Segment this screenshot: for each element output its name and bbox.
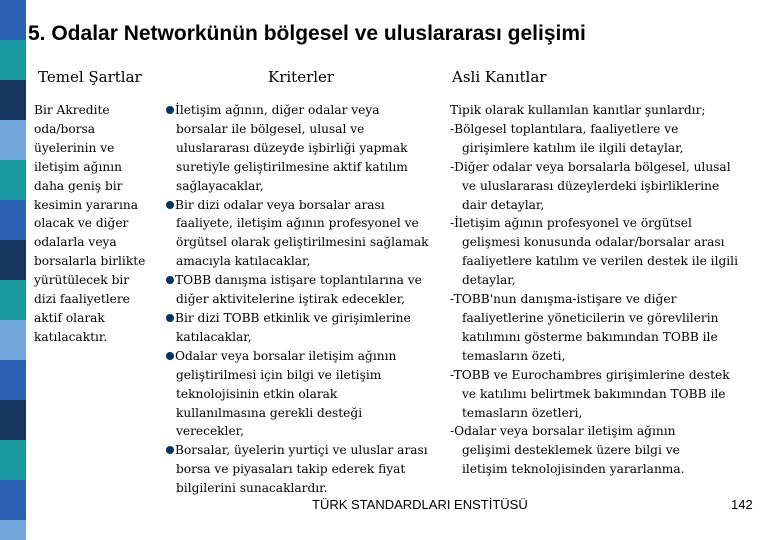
text-line: teknolojisinin etkin olarak <box>176 386 338 401</box>
text-line: Tipik olarak kullanılan kanıtlar şunlardır; <box>450 103 706 117</box>
text-line: -İletişim ağının profesyonel ve örgütsel <box>450 216 692 231</box>
text-line: suretiyle geliştirilmesine aktif katılım <box>176 159 408 174</box>
bullet-text: Bir dizi odalar veya borsalar arası <box>175 197 385 212</box>
text-line: amacıyla katılacaklar, <box>176 254 311 269</box>
text-line: ve uluslararası düzeylerdeki işbirliklerine <box>462 178 720 193</box>
text-line: aktif olarak <box>34 310 105 325</box>
bullet-line <box>166 101 448 120</box>
text-line: verecekler, <box>176 424 245 439</box>
text-line: dair detaylar, <box>462 197 545 212</box>
bullet-line <box>166 309 448 328</box>
text-line: geliştirilmesi için bilgi ve iletişim <box>176 367 382 382</box>
text-line: kesimin yararına <box>34 197 139 212</box>
text-line: faaliyetlere katılım ve verilen destek ile ilgili <box>462 254 738 269</box>
decorative-stripe <box>0 0 26 540</box>
text-line: oda/borsa <box>34 121 95 136</box>
text-line: sağlayacaklar, <box>176 178 264 193</box>
text-line: uluslararası düzeyde işbirliği yapmak <box>176 140 408 155</box>
text-line: -Odalar veya borsalar iletişim ağının <box>450 424 676 439</box>
text-line: üyelerinin ve <box>34 140 115 155</box>
bullet-text: Bir dizi TOBB etkinlik ve girişimlerine <box>175 310 411 325</box>
text-line: -Bölgesel toplantılara, faaliyetlere ve <box>450 121 679 136</box>
text-line: kullanılmasına gerekli desteği <box>176 405 363 420</box>
text-line: katılacaklar, <box>176 329 252 344</box>
bullet-icon <box>166 201 174 209</box>
text-line: temasların özeti, <box>462 348 566 363</box>
text-line: bilgilerini sunacaklardır. <box>176 481 328 496</box>
text-line: borsalarla birlikte <box>34 254 146 269</box>
bullet-line <box>166 271 448 290</box>
bullet-text: İletişim ağının, diğer odalar veya <box>175 103 380 117</box>
kriterler-column <box>166 101 448 498</box>
asli-kanitlar-column <box>450 101 768 479</box>
bullet-line <box>166 441 448 460</box>
text-line: katılacaktır. <box>34 329 108 344</box>
text-line: borsalar ile bölgesel, ulusal ve <box>176 121 365 136</box>
bullet-icon <box>166 352 174 360</box>
footer-text: TÜRK STANDARDLARI ENSTİTÜSÜ <box>312 497 528 512</box>
text-line: odalarla veya <box>34 235 117 250</box>
text-line: -TOBB'nun danışma-istişare ve diğer <box>450 292 677 307</box>
text-line: borsa ve piyasaları takip ederek fiyat <box>176 462 406 477</box>
bullet-icon <box>166 446 174 454</box>
bullet-icon <box>166 276 174 284</box>
bullet-line <box>166 347 448 366</box>
bullet-text: TOBB danışma istişare toplantılarına ve <box>175 273 422 288</box>
text-line: detaylar, <box>462 273 516 288</box>
text-line: gelişimi desteklemek üzere bilgi ve <box>462 443 680 458</box>
header-asli-kanitlar: Asli Kanıtlar <box>452 68 547 86</box>
text-line: olacak ve diğer <box>34 216 129 231</box>
text-line: iletişim ağının <box>34 159 122 174</box>
text-line: dizi faaliyetlere <box>34 292 130 307</box>
text-line: faaliyetlerine yöneticilerin ve görevlilerin <box>462 310 719 325</box>
text-line: gelişmesi konusunda odalar/borsalar arası <box>462 235 725 250</box>
text-line: iletişim teknolojisinden yararlanma. <box>462 462 685 477</box>
text-line: -TOBB ve Eurochambres girişimlerine destek <box>450 367 730 382</box>
text-line: faaliyete, iletişim ağının profesyonel ve <box>176 216 419 231</box>
text-line: daha geniş bir <box>34 178 123 193</box>
text-line: yürütülecek bir <box>34 273 130 288</box>
bullet-icon <box>166 106 174 114</box>
text-line: ve katılımı belirtmek bakımından TOBB ile <box>462 386 726 401</box>
bullet-line <box>166 196 448 215</box>
header-temel-sartlar: Temel Şartlar <box>38 68 142 86</box>
header-kriterler: Kriterler <box>268 68 335 86</box>
text-line: katılımını gösterme bakımından TOBB ile <box>462 329 718 344</box>
text-line: örgütsel olarak geliştirilmesini sağlamak <box>176 235 429 250</box>
bullet-text: Odalar veya borsalar iletişim ağının <box>175 348 397 363</box>
temel-sartlar-column <box>34 101 162 347</box>
slide-title: 5. Odalar Networkünün bölgesel ve uluslararası gelişimi <box>28 22 586 45</box>
bullet-text: Borsalar, üyelerin yurtiçi ve uluslar arası <box>175 443 428 458</box>
text-line: -Diğer odalar veya borsalarla bölgesel, ulusal <box>450 159 731 174</box>
text-line: temasların özetleri, <box>462 405 583 420</box>
text-line: diğer aktivitelerine iştirak edecekler, <box>176 292 405 307</box>
bullet-icon <box>166 314 174 322</box>
text-line: Bir Akredite <box>34 103 110 117</box>
page-number: 142 <box>731 497 753 512</box>
text-line: girişimlere katılım ile ilgili detaylar, <box>462 140 684 155</box>
